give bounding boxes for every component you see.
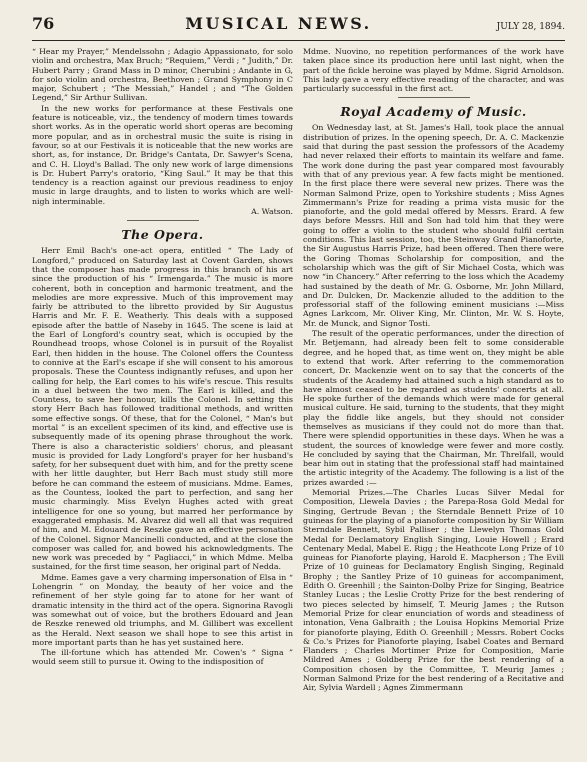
paragraph: The ill-fortune which has attended Mr. Cowen's “ Signa ” would seem still to pursue it. Owing to the indisposition of: [32, 648, 293, 667]
page-header: [32, 14, 565, 41]
divider: [398, 97, 470, 98]
paragraph: Mdme. Eames gave a very charming impersonation of Elsa in “ Lohengrin ” on Monday, the beauty of her voice and the refinement of her style going far to atone for her want of dramatic intensity in the third act of the opera. Signorina Ravogli was somewhat out of voice, but the brothers Edouard and Jean de Reszke renewed old triumphs, and M. Gillibert was excellent as the Herald. Next season we shall hope to see this artist in more important parts than he has yet sustained here.: [32, 572, 293, 647]
paragraph: On Wednesday last, at St. James's Hall, took place the annual distribution of prizes. In the opening speech, Dr. A. C. Mackenzie said that during the past session the professors of the Academy had never relaxed their efforts to maintain its welfare and fame. The work done during the past year compared most favourably with that of any previous year. A few facts might be mentioned. In the first place there were several new prizes. There was the Norman Salmond Prize, open to Yorkshire students ; Miss Agnes Zimmermann's Prize for reading a prima vista music for the pianoforte, and the gold medal offered by Messrs. Erard. A few days before Messrs. Hill and Son had told him that they were going to offer a violin to the student who should fulfil certain conditions. This last session, too, the Steinway Grand Pianoforte, the Sir Augustus Harris Prize, had been offered. Then there were the Goring Thomas Scholarship for composition, and the scholarship which was the gift of Sir Michael Costa, which was now “in Chancery.” After referring to the loss which the Academy had sustained by the death of Mr. G. Osborne, Mr. John Millard, and Dr. Dulcken, Dr. Mackenzie alluded to the addition to the professorial staff of the following eminent musicians :—Miss Agnes Larkcom, Mr. Oliver King, Mr. Clinton, Mr. W. S. Hoyte, Mr. de Munck, and Signor Tosti.: [303, 123, 564, 328]
right-column: [303, 47, 564, 762]
paragraph: In the new works for performance at these Festivals one feature is noticeable, viz., the tendency of modern times towards short works. As in the operatic world short operas are becoming more popular, and as in orchestral music the suite is rising in favour, so at our Festivals it is noticeable that the new works are short, as, for instance, Dr. Bridge's Cantata, Dr. Sawyer's Scena, and C. H. Lloyd's Ballad. The only new work of large dimensions is Dr. Hubert Parry's oratorio, “King Saul.” It may be that this tendency is a reaction against our previous readiness to enjoy music in large draughts, and to listen to works which are well-nigh interminable.: [32, 103, 293, 206]
issue-date: JULY 28, 1894.: [496, 22, 565, 32]
paragraph: The result of the operatic performances, under the direction of Mr. Betjemann, had already been felt to some considerable degree, and he hoped that, as time went on, they might be able to extend that work. After referring to the commemoration concert, Dr. Mackenzie went on to say that the concerts of the students of the Academy had attained such a high standard as to have almost ceased to be regarded as students' concerts at all. He spoke further of the demands which were made for general musical culture. He said, turning to the students, that they might play the fiddle like angels, but they should not consider themselves as musicians if they could not do more than that. There were splendid opportunities in these days. When he was a student, the sources of knowledge were fewer and more costly. He concluded by saying that the Chairman, Mr. Threlfall, would bear him out in stating that the professional staff had maintained the artistic integrity of the Academy. The following is a list of the prizes awarded :—: [303, 329, 564, 487]
section-heading-opera: The Opera.: [121, 227, 204, 243]
left-column: [32, 47, 293, 762]
running-title: MUSICAL NEWS.: [185, 14, 372, 33]
section-heading-royal-academy: Royal Academy of Music.: [340, 104, 527, 120]
page-number: 76: [32, 14, 55, 33]
paragraph: “ Hear my Prayer,” Mendelssohn ; Adagio Appassionato, for solo violin and orchestra, Max Bruch; “Requiem,” Verdi ; “ Judith,” Dr. Hubert Parry ; Grand Mass in D minor, Cherubini ; Andante in G, for solo violin and orchestra, Beethoven ; Grand Symphony in C major, Schubert ; “The Messiah,” Handel ; and “The Golden Legend,” Sir Arthur Sullivan.: [32, 47, 293, 103]
paragraph: Herr Emil Bach's one-act opera, entitled “ The Lady of Longford,” produced on Saturday last at Covent Garden, shows that the composer has made progress in this branch of his art since the production of his “ Irmengarda.” The music is more coherent, both in conception and harmonic treatment, and the melodies are more expressive. Much of this improvement may fairly be attributed to the libretto provided by Sir Augustus Harris and Mr. F. E. Weatherly. This deals with a supposed episode after the battle of Naseby in 1645. The scene is laid at the Earl of Longford's country seat, which is occupied by the Roundhead troops, whose Colonel is in pursuit of the Royalist Earl, then hidden in the house. The Colonel offers the Countess to connive at the Earl's escape if she will consent to his amorous proposals. These the Countess indignantly refuses, and upon her calling for help, the Earl comes to his wife's rescue. This results in a duel between the two men. The Earl is killed, and the Countess, to save her honour, kills the Colonel. In setting this story Herr Bach has followed traditional methods, and written some effective songs. Of these, that for the Colonel, “ Man's but mortal ” is an excellent specimen of its kind, and effective use is subsequently made of its opening phrase throughout the work. There is also a characteristic soldiers' chorus, and pleasant music is provided for Lady Longford's prayer for her husband's safety, for her subsequent duet with him, and for the pretty scene with her little daughter, but Herr Bach must study still more before he can command the esteem of musicians. Mdme. Eames, as the Countess, looked the part to perfection, and sang her music charmingly. Miss Evelyn Hughes acted with great intelligence for one so young, but marred her performance by exaggerated emphasis. M. Alvarez did well all that was required of him, and M. Edouard de Reszke gave an effective personation of the Colonel. Signor Mancinelli conducted, and at the close the composer was called for, and bowed his acknowledgments. The new work was preceded by “ Pagliacci,” in which Mdme. Melba sustained, for the first time season, her original part of Nedda.: [32, 246, 293, 572]
columns: [32, 47, 565, 762]
paragraph: Memorial Prizes.—The Charles Lucas Silver Medal for Composition, Llewela Davies ; the Parepa-Rosa Gold Medal for Singing, Gertrude Bevan ; the Sterndale Bennett Prize of 10 guineas for the playing of a pianoforte composition by Sir William Sterndale Bennett, Sybil Palliser ; the Llewelyn Thomas Gold Medal for Declamatory English Singing, Louie Howell ; Erard Centenary Medal, Mabel E. Rigg ; the Heathcote Long Prize of 10 guineas for Pianoforte playing, Harold E. Macpherson ; The Evill Prize of 10 guineas for Declamatory English Singing, Reginald Brophy ; the Santley Prize of 10 guineas for accompaniment, Edith O. Greenhill ; the Sainton-Dolby Prize for Singing, Beatrice Stanley Lucas ; the Leslie Crotty Prize for the best rendering of two pieces selected by himself, T. Meurig James ; the Rutson Memorial Prize for clear enunciation of words and steadiness of intonation, Vena Galbraith ; the Louisa Hopkins Memorial Prize for pianoforte playing, Edith O. Greenhill ; Messrs. Robert Cocks & Co.'s Prizes for Pianoforte playing, Isabel Coates and Bernard Flanders ; Charles Mortimer Prize for Composition, Marie Mildred Ames ; Goldberg Prize for the best rendering of a Composition chosen by the Committee, T. Meurig James ; Norman Salmond Prize for the best rendering of a Recitative and Air, Sylvia Wardell ; Agnes Zimmermann: [303, 488, 564, 693]
paragraph: Mdme. Nuovino, no repetition performances of the work have taken place since its production here until last night, when the part of the fickle heroine was played by Mdme. Sigrid Arnoldson. This lady gave a very effective reading of the character, and was particularly successful in the first act.: [303, 47, 564, 94]
divider: [127, 220, 199, 221]
author-signature: A. Watson.: [251, 207, 293, 217]
